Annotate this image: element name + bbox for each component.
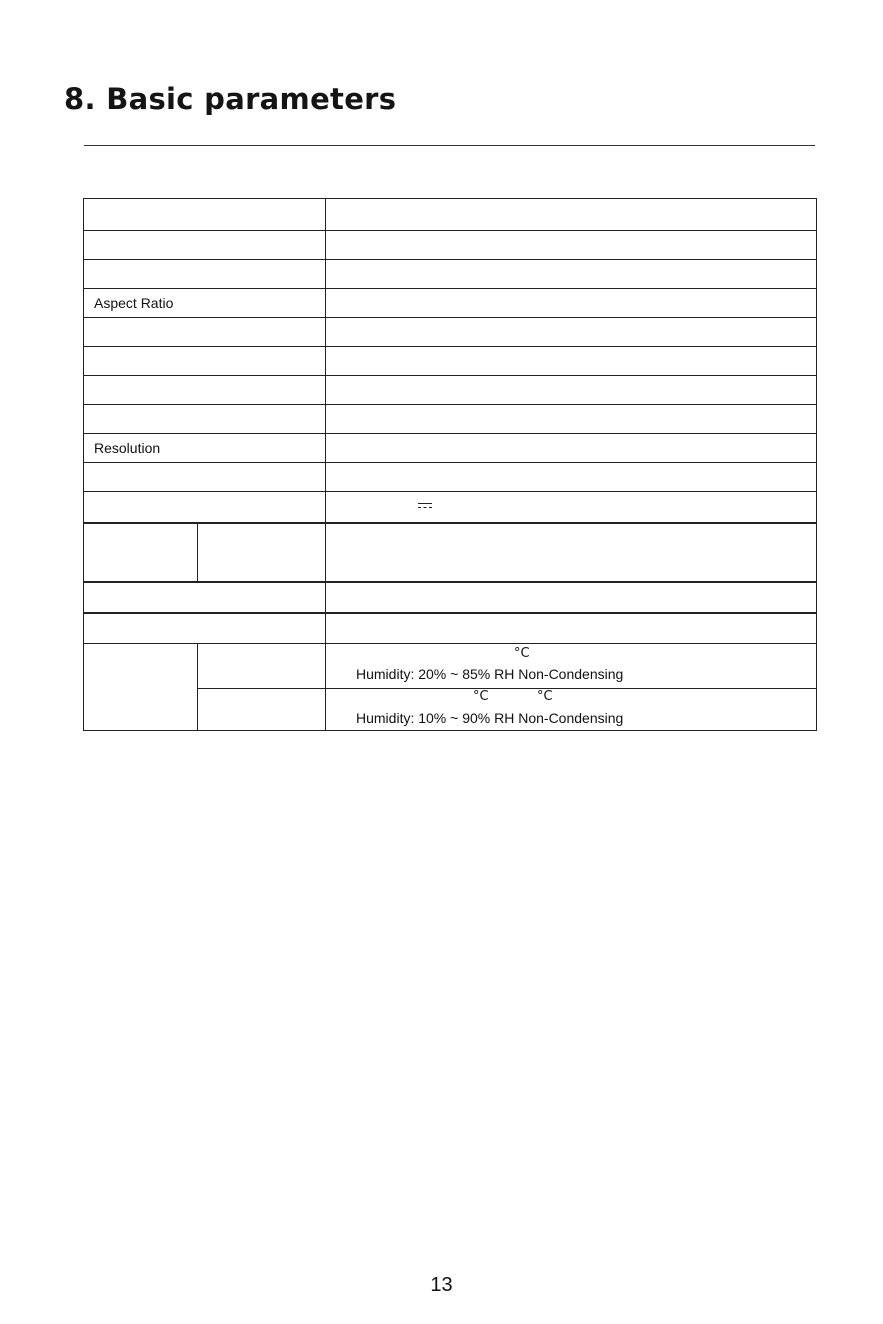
param-label [84, 318, 326, 347]
param-value [326, 405, 817, 434]
table-row-environment-operating [84, 644, 817, 689]
param-label [84, 463, 326, 492]
table-row [84, 289, 817, 318]
dc-power-icon [418, 503, 432, 510]
env-storage-label [198, 689, 326, 731]
env-storage-humidity: Humidity: 10% ~ 90% RH Non-Condensing [356, 709, 624, 726]
env-storage-value [326, 689, 817, 731]
env-storage-temperature [356, 693, 816, 710]
param-value [326, 199, 817, 231]
param-value [326, 523, 817, 582]
param-label [84, 523, 198, 582]
table-row [84, 347, 817, 376]
table-row [84, 405, 817, 434]
param-value [326, 613, 817, 644]
env-operating-label [198, 644, 326, 689]
table-row [84, 582, 817, 613]
table-row [84, 231, 817, 260]
table-row [84, 260, 817, 289]
param-label [84, 405, 326, 434]
table-row [84, 199, 817, 231]
table-row [84, 434, 817, 463]
dc-symbol-solid-line [418, 503, 432, 504]
table-row [84, 376, 817, 405]
param-label [84, 347, 326, 376]
param-value [326, 347, 817, 376]
env-label [84, 644, 198, 731]
param-label [84, 231, 326, 260]
param-value [326, 492, 817, 523]
title-divider [84, 145, 815, 146]
param-value [326, 434, 817, 463]
param-value [326, 260, 817, 289]
param-value [326, 463, 817, 492]
param-label [84, 199, 326, 231]
degree-celsius-symbol: °C [537, 689, 553, 704]
table-row [84, 613, 817, 644]
table-row [84, 463, 817, 492]
param-label [84, 376, 326, 405]
param-label-resolution: Resolution [84, 434, 326, 463]
table-row [84, 318, 817, 347]
table-row [84, 492, 817, 523]
param-label [84, 260, 326, 289]
param-value [326, 318, 817, 347]
param-sublabel [198, 523, 326, 582]
page-number: 13 [430, 1274, 453, 1296]
param-label [84, 613, 326, 644]
table-row [84, 523, 817, 582]
page-title: 8. Basic parameters [64, 82, 397, 116]
env-operating-humidity: Humidity: 20% ~ 85% RH Non-Condensing [356, 666, 624, 682]
degree-celsius-symbol: °C [514, 646, 530, 661]
dc-symbol-dashed-line [418, 507, 432, 508]
param-label-aspect-ratio: Aspect Ratio [84, 289, 326, 318]
param-value [326, 289, 817, 318]
param-value [326, 376, 817, 405]
parameters-table [83, 198, 817, 731]
param-value [326, 231, 817, 260]
param-label [84, 582, 326, 613]
env-operating-value [326, 644, 817, 689]
param-label [84, 492, 326, 523]
env-operating-temperature [356, 649, 816, 666]
degree-celsius-symbol: °C [473, 689, 489, 704]
param-value [326, 582, 817, 613]
